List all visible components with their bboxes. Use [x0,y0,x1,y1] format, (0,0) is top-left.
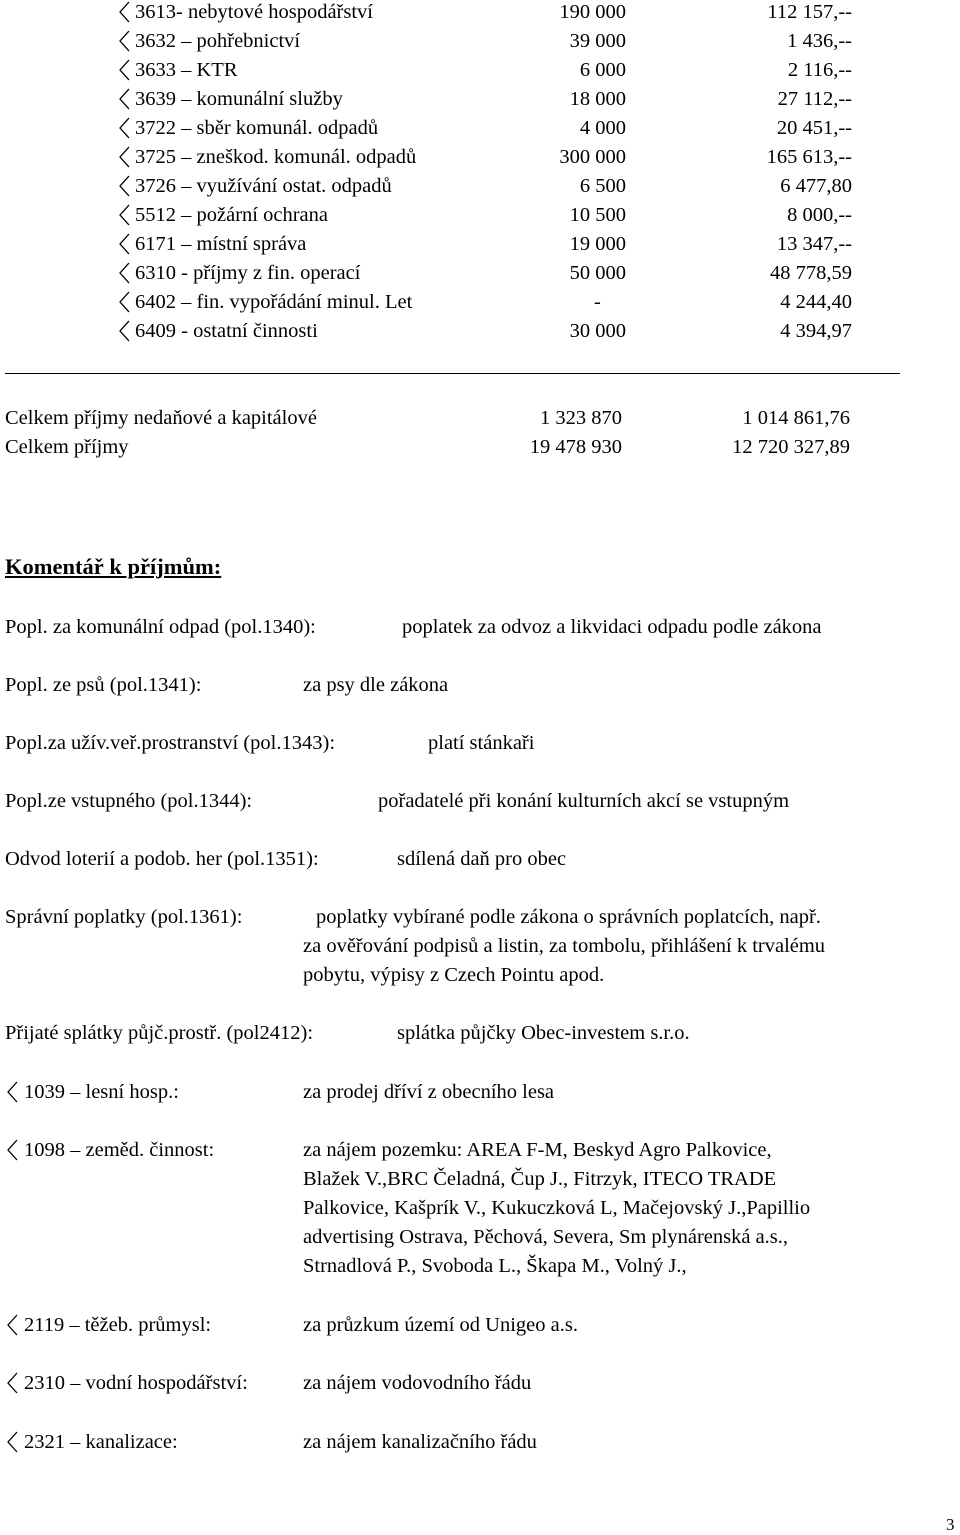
row-budget: - [594,291,601,313]
section-text: advertising Ostrava, Pěchová, Severa, Sm plynárenská a.s., [303,1226,789,1248]
fee-text: pořadatelé při konání kulturních akcí se vstupným [378,790,790,812]
fee-label: Správní poplatky (pol.1361): [5,906,243,928]
total-budget: 1 323 870 [540,407,622,429]
arrow-bullet-icon [118,232,130,256]
row-actual: 48 778,59 [770,262,852,284]
section-label: 1039 – lesní hosp.: [24,1081,179,1103]
row-label: 6310 - příjmy z fin. operací [135,262,361,284]
row-budget: 190 000 [559,1,626,23]
arrow-bullet-icon [118,0,130,24]
row-label: 6409 - ostatní činnosti [135,320,318,342]
arrow-bullet-icon [118,116,130,140]
arrow-bullet-icon [6,1430,18,1454]
row-actual: 27 112,-- [777,88,852,110]
fee-label: Popl. za komunální odpad (pol.1340): [5,616,316,638]
section-text: Palkovice, Kašprík V., Kukuczková L, Mačejovský J.,Papillio [303,1197,811,1219]
arrow-bullet-icon [6,1080,18,1104]
section-text: za nájem vodovodního řádu [303,1372,532,1394]
row-budget: 19 000 [569,233,626,255]
row-budget: 6 000 [579,59,626,81]
arrow-bullet-icon [118,29,130,53]
total-actual: 12 720 327,89 [732,436,850,458]
row-label: 5512 – požární ochrana [135,204,328,226]
row-actual: 1 436,-- [787,30,852,52]
fee-text: poplatky vybírané podle zákona o správních poplatcích, např. [316,906,821,928]
section-text: za průzkum území od Unigeo a.s. [303,1314,578,1336]
arrow-bullet-icon [6,1371,18,1395]
arrow-bullet-icon [118,319,130,343]
row-actual: 6 477,80 [780,175,852,197]
row-budget: 50 000 [569,262,626,284]
fee-text: platí stánkaři [428,732,535,754]
total-budget: 19 478 930 [529,436,622,458]
row-label: 3725 – zneškod. komunál. odpadů [135,146,417,168]
row-actual: 165 613,-- [766,146,852,168]
section-label: 2310 – vodní hospodářství: [24,1372,248,1394]
page-number: 3 [946,1515,955,1534]
row-actual: 20 451,-- [776,117,852,139]
row-actual: 13 347,-- [776,233,852,255]
total-label: Celkem příjmy [5,436,129,458]
fee-text: poplatek za odvoz a likvidaci odpadu podle zákona [402,616,822,638]
row-label: 3632 – pohřebnictví [135,30,301,52]
total-actual: 1 014 861,76 [742,407,850,429]
fee-label: Přijaté splátky půjč.prostř. (pol2412): [5,1022,314,1044]
row-label: 3639 – komunální služby [135,88,343,110]
arrow-bullet-icon [118,203,130,227]
section-label: 2119 – těžeb. průmysl: [24,1314,212,1336]
row-budget: 10 500 [569,204,626,226]
section-text: za nájem pozemku: AREA F-M, Beskyd Agro Palkovice, [303,1139,772,1161]
row-label: 3613- nebytové hospodářství [135,1,373,23]
fee-text: za ověřování podpisů a listin, za tombolu, přihlášení k trvalému [303,935,826,957]
fee-label: Popl.ze vstupného (pol.1344): [5,790,253,812]
arrow-bullet-icon [6,1313,18,1337]
arrow-bullet-icon [118,58,130,82]
arrow-bullet-icon [6,1138,18,1162]
comment-heading: Komentář k příjmům: [5,554,222,579]
row-label: 3722 – sběr komunál. odpadů [135,117,379,139]
row-label: 6402 – fin. vypořádání minul. Let [135,291,413,313]
arrow-bullet-icon [118,261,130,285]
row-budget: 18 000 [569,88,626,110]
arrow-bullet-icon [118,145,130,169]
row-actual: 4 394,97 [780,320,852,342]
row-budget: 300 000 [559,146,626,168]
total-label: Celkem příjmy nedaňové a kapitálové [5,407,317,429]
fee-label: Odvod loterií a podob. her (pol.1351): [5,848,319,870]
divider-line [5,373,900,374]
fee-text: sdílená daň pro obec [397,848,567,870]
row-budget: 4 000 [579,117,626,139]
row-actual: 8 000,-- [787,204,852,226]
section-text: Blažek V.,BRC Čeladná, Čup J., Fitrzyk, ITECO TRADE [303,1168,777,1190]
row-budget: 6 500 [579,175,626,197]
section-text: za prodej dříví z obecního lesa [303,1081,555,1103]
row-actual: 2 116,-- [787,59,852,81]
section-text: Strnadlová P., Svoboda L., Škapa M., Volný J., [303,1255,687,1277]
fee-text: splátka půjčky Obec-investem s.r.o. [397,1022,690,1044]
fee-label: Popl. ze psů (pol.1341): [5,674,202,696]
fee-text: za psy dle zákona [303,674,449,696]
fee-label: Popl.za užív.veř.prostranství (pol.1343): [5,732,336,754]
row-label: 3633 – KTR [135,59,238,81]
row-budget: 39 000 [569,30,626,52]
arrow-bullet-icon [118,174,130,198]
section-label: 2321 – kanalizace: [24,1431,178,1453]
row-label: 6171 – místní správa [135,233,307,255]
section-label: 1098 – zeměd. činnost: [24,1139,215,1161]
arrow-bullet-icon [118,290,130,314]
fee-text: pobytu, výpisy z Czech Pointu apod. [303,964,605,986]
row-budget: 30 000 [569,320,626,342]
row-actual: 112 157,-- [767,1,852,23]
row-label: 3726 – využívání ostat. odpadů [135,175,392,197]
row-actual: 4 244,40 [780,291,852,313]
arrow-bullet-icon [118,87,130,111]
section-text: za nájem kanalizačního řádu [303,1431,537,1453]
